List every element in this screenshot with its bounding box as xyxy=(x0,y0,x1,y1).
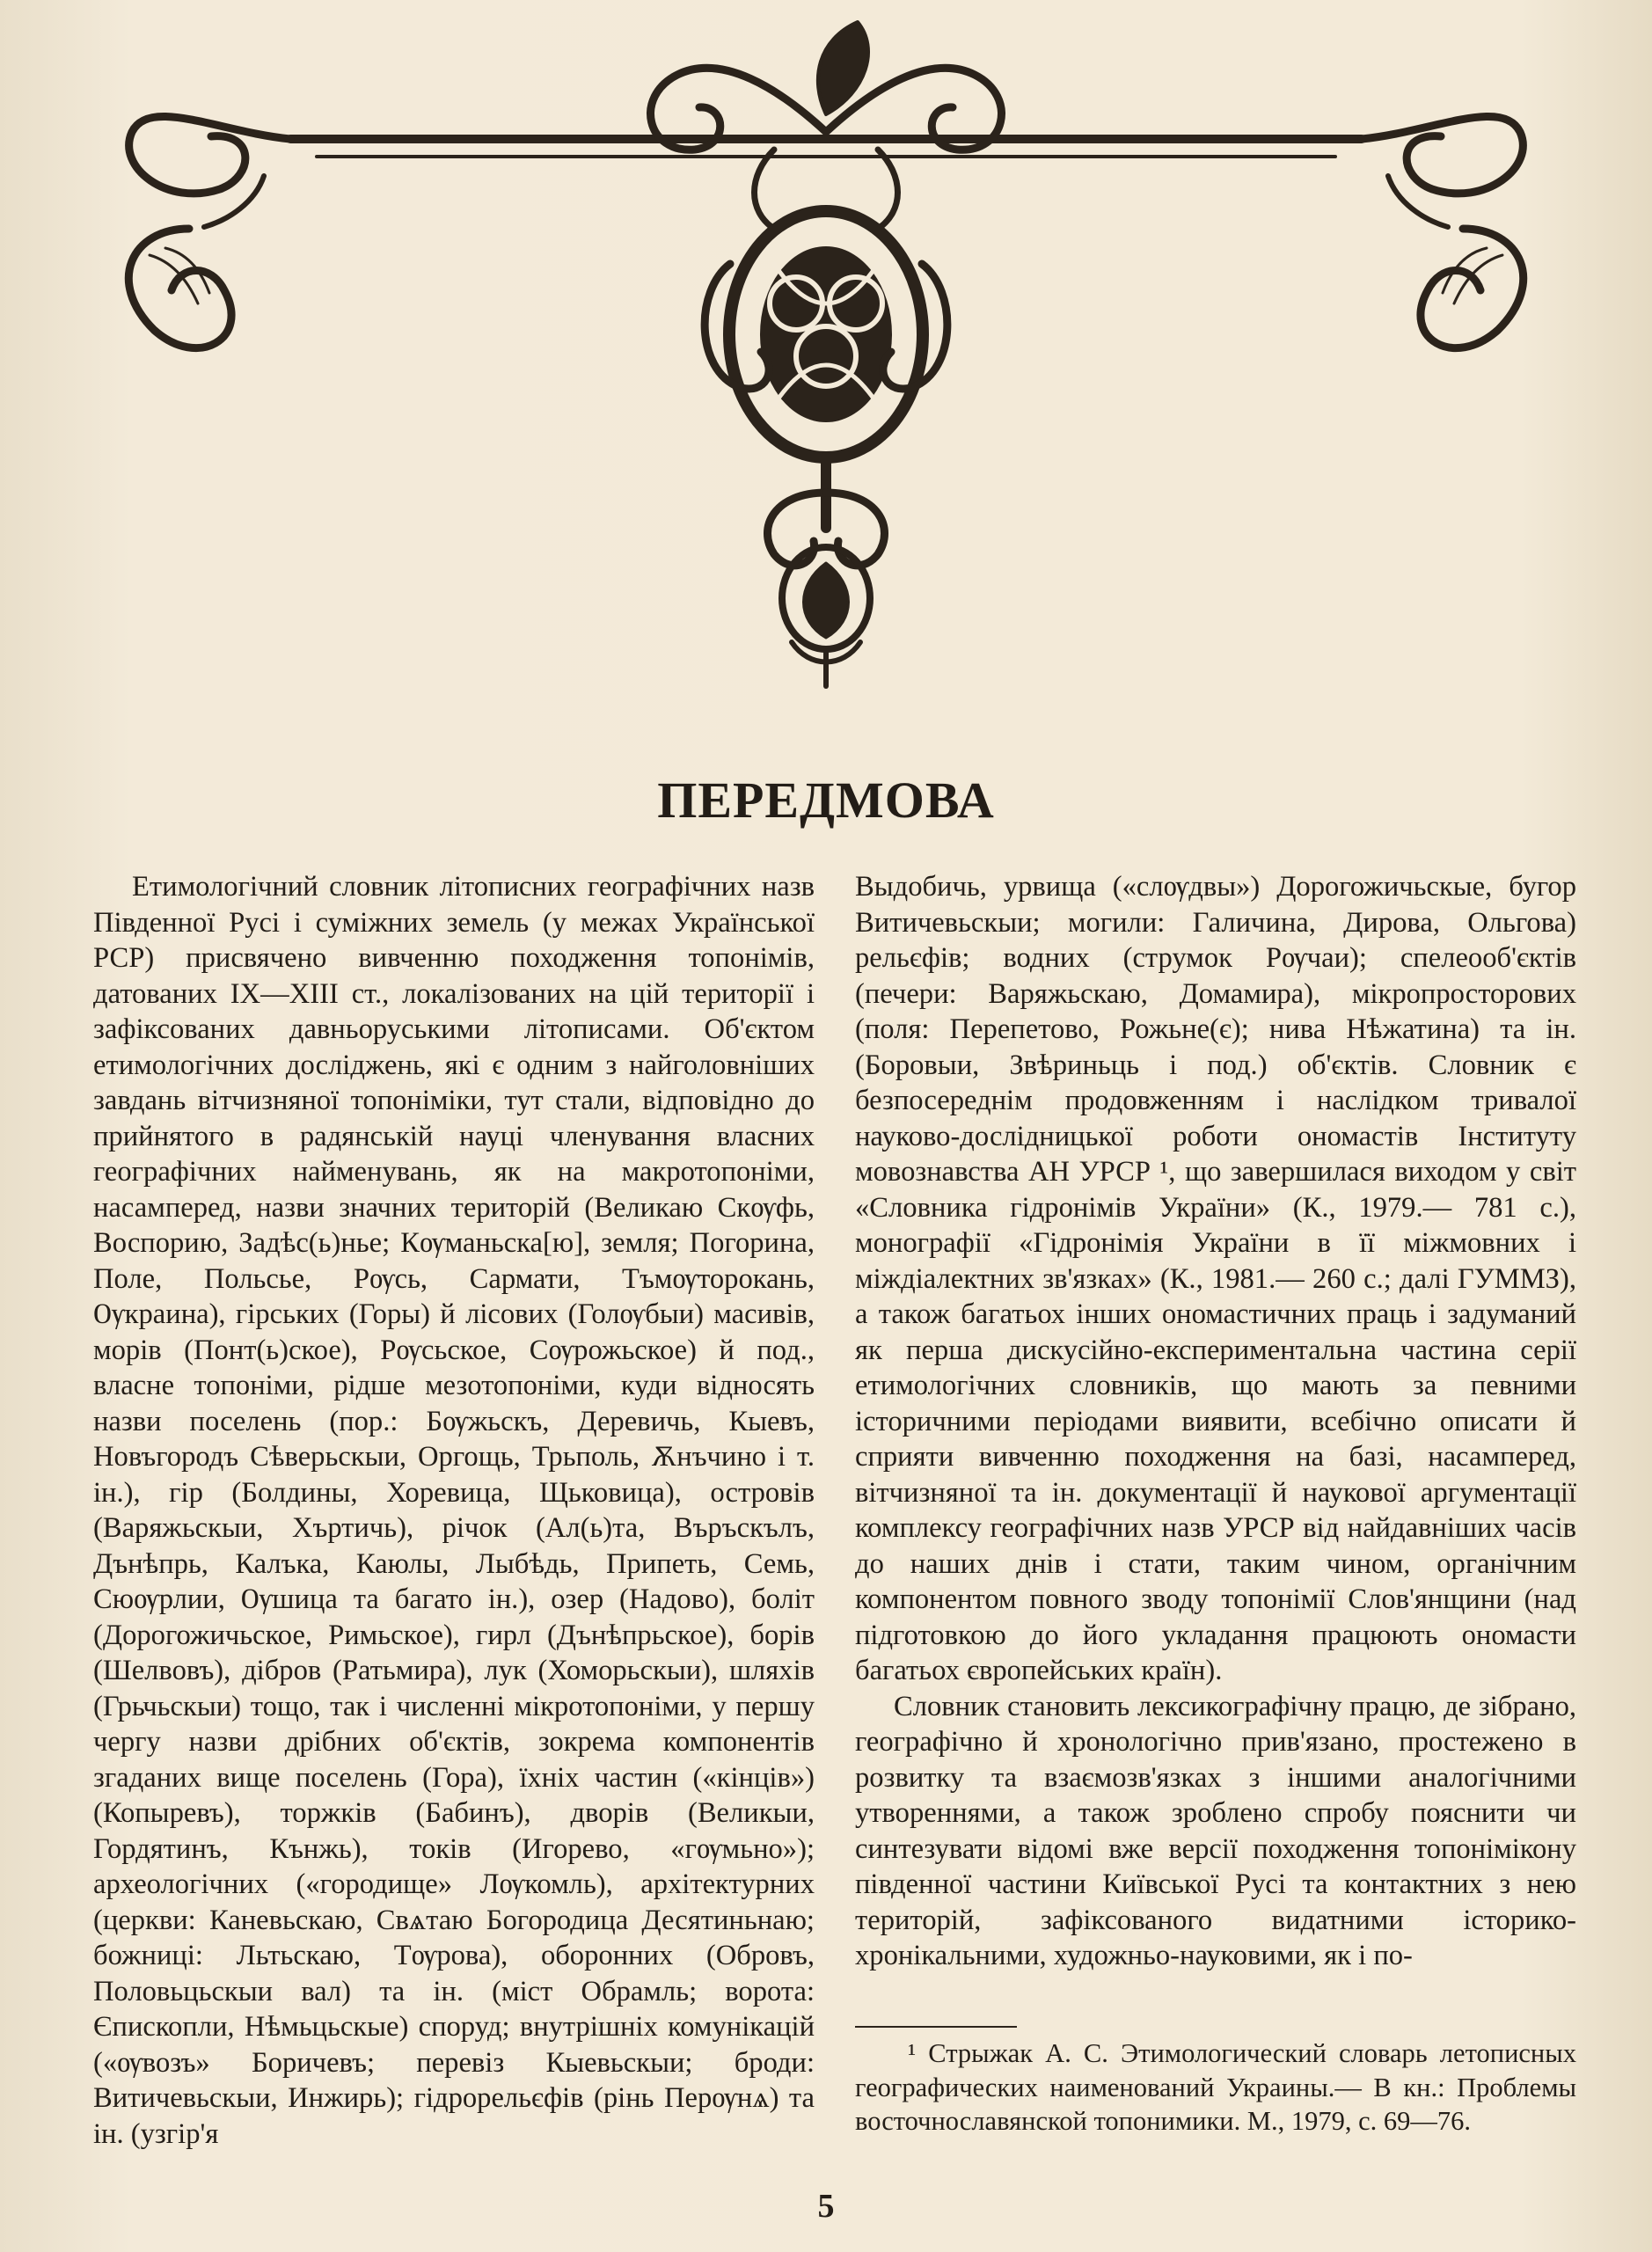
paragraph: Етимологічний словник літописних географічних назв Південної Русі і суміжних земель (у межах Української РСР) присвячено вивченню походження топонімів, датованих IX—XIII ст., локалізованих на цій території і зафіксованих давньоруськими літописами. Об'єктом етимологічних досліджень, які є одним з найголовніших завдань вітчизняної топоніміки, тут стали, відповідно до прийнятого в радянській науці членування власних географічних найменувань, як на макротопоніми, насамперед, назви значних територій (Великаю Скѹфь, Воспорию, Задѣс(ь)нье; Кѹманьска[ю], земля; Погорина, Поле, Польсье, Рѹсь, Сармати, Тъмѹторокань, Ѹкраина), гірських (Горы) й лісових (Голѹбыи) масивів, морів (Понт(ь)ское), Рѹсьское, Сѹрожьское) й под., власне топоніми, рідше мезотопоніми, куди відносять назви поселень (пор.: Бѹжьскъ, Деревичь, Кыевъ, Новъгородъ Сѣверьскыи, Оргощь, Трьполь, Ѫнъчино і т. ін.), гір (Болдины, Хоревица, Щьковица), островів (Варяжьскыи, Хъртичь), річок (Ал(ь)та, Въръскълъ, Дънѣпрь, Калъка, Каюлы, Лыбѣдь, Припеть, Семь, Сюѹрлии, Ѹшица та багато ін.), озер (Надово), боліт (Дорогожичьское, Римьское), гирл (Дънѣпрьское), борів (Шелвовъ), дібров (Ратьмира), лук (Хоморьскыи), шляхів (Грьчьскыи) тощо, так і численні мікротопоніми, у першу чергу назви дрібних об'єктів, зокрема компонентів згаданих вище поселень (Гора), їхніх частин («кінців») (Копыревъ), торжків (Бабинъ), дворів (Великыи, Гордятинъ, Кънжь), токів (Игорево, «гѹмьно»); археологічних («городище» Лѹкомль), архітектурних (церкви: Каневьскаю, Свѧтаю Богородица Десятиньнаю; божниці: Льтьскаю, Тѹрова), оборонних (Обровъ, Половьцьскыи вал) та ін. (міст Обрамль; ворота: Єпископли, Нѣмьцьскые) споруд; внутрішніх комунікацій («ѹвозъ» Боричевъ; перевіз Кыевьскыи; броди: Витичевьскыи, Инжирь); гідрорельєфів (рінь Перѹнѧ) та ін. (узгір'я xyxy=(93,871,815,2150)
footnote-divider xyxy=(855,2026,1017,2028)
paragraph: Словник становить лексикографічну працю, де зібрано, географічно й хронологічно прив'язано, простежено в розвитку та взаємозв'язках з іншими аналогічними утвореннями, а також зроблено спробу пояснити чи синтезувати відомі вже версії походження топонімікону південної частини Київської Русі та контактних з нею територій, зафіксованого видатними історико-хронікальними, художньо-науковими, як і по- xyxy=(855,1690,1576,1971)
right-text-column xyxy=(855,869,1576,1974)
page-title: ПЕРЕДМОВА xyxy=(657,771,995,829)
left-text-column xyxy=(93,869,815,2152)
page-number: 5 xyxy=(817,2188,835,2225)
footnote: ¹ Стрыжак А. С. Этимологический словарь летописных географических наименований Украины.— В кн.: Проблемы восточнославянской топонимики. М., 1979, с. 69—76. xyxy=(855,2038,1576,2136)
decorative-scroll-ornament-icon xyxy=(0,0,1652,721)
paragraph: Выдобичь, урвища («слѹдвы») Дорогожичьскые, бугор Витичевьскыи; могили: Галичина, Дирова, Ольгова) рельєфів; водних (струмок Рѹчаи); спелеооб'єктів (печери: Варяжьскаю, Домамира), мікропросторових (поля: Перепетово, Рожьне(є); нива Нѣжатина) та ін. (Боровыи, Звѣриньць і под.) об'єктів. Словник є безпосереднім продовженням і наслідком тривалої науково-дослідницької роботи ономастів Інституту мовознавства АН УРСР ¹, що завершилася виходом у світ «Словника гідронімів України» (К., 1979.— 781 с.), монографії «Гідронімія України в її міжмовних і міждіалектних зв'язках» (К., 1981.— 260 с.; далі ГУММЗ), а також багатьох інших ономастичних праць і задуманий як перша дискусійно-експериментальна частина серії етимологічних словників, що мають за певними історичними періодами виявити, всебічно описати й сприяти вивченню походження на базі, насамперед, вітчизняної та ін. документації й наукової аргументації комплексу географічних назв УРСР від найдавніших часів до наших днів і стати, таким чином, органічним компонентом повного зводу топонімії Слов'янщини (над підготовкою до його укладання працюють ономасти багатьох європейських країн). xyxy=(855,871,1576,1686)
